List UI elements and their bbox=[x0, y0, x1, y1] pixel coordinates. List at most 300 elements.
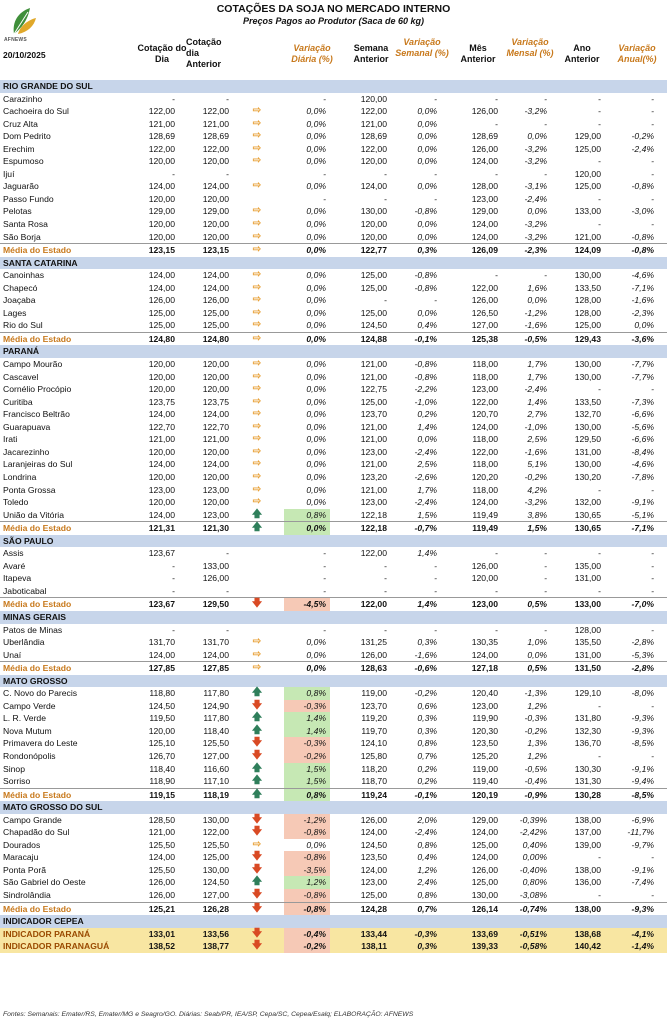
cotacao-anterior-cell: 125,00 bbox=[202, 320, 229, 331]
mes-anterior-cell: 122,00 bbox=[471, 282, 498, 293]
arrow-right-icon: ⇨ bbox=[252, 370, 262, 382]
ano-anterior-cell: - bbox=[598, 156, 601, 167]
city-name: Ponta Grossa bbox=[3, 484, 56, 495]
mes-anterior-cell: 126,00 bbox=[471, 106, 498, 117]
var-semanal-cell: -2,4% bbox=[414, 497, 437, 508]
var-mensal-cell: - bbox=[544, 168, 547, 179]
table-row bbox=[0, 319, 667, 332]
cotacao-dia-cell: - bbox=[172, 585, 175, 596]
arrow-right-icon: ⇨ bbox=[252, 636, 262, 648]
semana-anterior-cell: 120,00 bbox=[360, 93, 387, 104]
var-diaria-cell: 1,5% bbox=[284, 763, 330, 776]
city-name: Curitiba bbox=[3, 396, 33, 407]
cotacao-anterior-cell: 118,19 bbox=[203, 789, 229, 800]
cotacao-dia-cell: 123,15 bbox=[148, 245, 175, 256]
var-anual-cell: -9,1% bbox=[631, 763, 654, 774]
var-mensal-cell: - bbox=[544, 270, 547, 281]
cotacao-anterior-cell: 124,00 bbox=[202, 649, 229, 660]
city-name: INDICADOR PARANÁ bbox=[3, 928, 91, 939]
mes-anterior-cell: 119,49 bbox=[472, 509, 498, 520]
cotacao-anterior-cell: 121,30 bbox=[202, 523, 229, 534]
var-semanal-cell: 0,4% bbox=[417, 852, 437, 863]
ano-anterior-cell: 130,00 bbox=[574, 270, 601, 281]
city-name: Canoinhas bbox=[3, 270, 45, 281]
city-name: Sorriso bbox=[3, 776, 31, 787]
var-mensal-cell: 0,40% bbox=[522, 839, 547, 850]
mes-anterior-cell: 128,69 bbox=[471, 131, 498, 142]
var-mensal-cell: 0,5% bbox=[527, 663, 547, 674]
cotacao-anterior-cell: 122,00 bbox=[202, 827, 229, 838]
semana-anterior-cell: - bbox=[384, 624, 387, 635]
col-header-var-mensal: Variação Mensal (%) bbox=[506, 37, 554, 58]
page-subtitle: Preços Pagos ao Produtor (Saca de 60 kg) bbox=[242, 16, 425, 26]
mes-anterior-cell: 118,00 bbox=[472, 459, 498, 470]
cotacao-anterior-cell: 117,80 bbox=[203, 713, 229, 724]
var-diaria-cell: 0,8% bbox=[284, 789, 330, 802]
cotacao-dia-cell: 124,50 bbox=[148, 700, 175, 711]
var-diaria-cell: 0,0% bbox=[306, 307, 326, 318]
section-title: SANTA CATARINA bbox=[3, 257, 78, 268]
table-row bbox=[0, 180, 667, 193]
ano-anterior-cell: 128,00 bbox=[574, 624, 601, 635]
cotacao-anterior-cell: 122,70 bbox=[202, 421, 229, 432]
arrow-down-icon: 🡇 bbox=[251, 699, 263, 711]
table-row bbox=[0, 383, 667, 396]
table-row bbox=[0, 408, 667, 421]
semana-anterior-cell: 120,00 bbox=[360, 219, 387, 230]
mes-anterior-cell: 124,00 bbox=[471, 156, 498, 167]
section-header bbox=[0, 345, 667, 358]
semana-anterior-cell: 128,69 bbox=[360, 131, 387, 142]
cotacao-anterior-cell: - bbox=[226, 168, 229, 179]
section-header bbox=[0, 611, 667, 624]
semana-anterior-cell: - bbox=[384, 168, 387, 179]
var-mensal-cell: -0,40% bbox=[519, 864, 547, 875]
state-average-row bbox=[0, 521, 667, 535]
city-name: Campo Mourão bbox=[3, 359, 63, 370]
cotacao-anterior-cell: 123,00 bbox=[202, 484, 229, 495]
city-name: Média do Estado bbox=[3, 245, 72, 256]
var-diaria-cell: 0,0% bbox=[306, 270, 326, 281]
indicator-row bbox=[0, 928, 667, 941]
semana-anterior-cell: 119,24 bbox=[361, 789, 387, 800]
var-diaria-cell: -0,2% bbox=[284, 750, 330, 763]
cotacao-anterior-cell: 121,00 bbox=[202, 118, 229, 129]
var-mensal-cell: -3,2% bbox=[524, 231, 547, 242]
table-row bbox=[0, 471, 667, 484]
arrow-down-icon: 🡇 bbox=[251, 813, 263, 825]
ano-anterior-cell: 130,00 bbox=[574, 459, 601, 470]
city-name: União da Vitória bbox=[3, 509, 64, 520]
var-diaria-cell: 0,8% bbox=[284, 509, 330, 522]
var-semanal-cell: 0,7% bbox=[417, 903, 437, 914]
var-diaria-cell: -0,2% bbox=[284, 940, 330, 953]
arrow-up-icon: 🡅 bbox=[251, 712, 263, 724]
var-anual-cell: -8,4% bbox=[631, 446, 654, 457]
cotacao-anterior-cell: 123,75 bbox=[202, 396, 229, 407]
var-diaria-cell: 0,0% bbox=[306, 637, 326, 648]
cotacao-dia-cell: 124,80 bbox=[148, 333, 175, 344]
sources-footnote: Fontes: Semanais: Emater/RS, Emater/MG e Seagro/GO. Diárias: Seab/PR, IEA/SP, Cepa/SC, Cepea/Esalq; ELABORAÇÃO: AFNEWS bbox=[3, 1011, 414, 1018]
semana-anterior-cell: 118,70 bbox=[361, 776, 387, 787]
var-anual-cell: - bbox=[651, 106, 654, 117]
mes-anterior-cell: - bbox=[495, 93, 498, 104]
semana-anterior-cell: 123,00 bbox=[360, 446, 387, 457]
var-mensal-cell: 0,0% bbox=[527, 295, 547, 306]
cotacao-dia-cell: 123,00 bbox=[148, 484, 175, 495]
cotacao-anterior-cell: 133,00 bbox=[202, 560, 229, 571]
city-name: Uberlândia bbox=[3, 637, 45, 648]
var-semanal-cell: - bbox=[434, 168, 437, 179]
city-name: Lages bbox=[3, 307, 27, 318]
table-row bbox=[0, 547, 667, 560]
cotacao-dia-cell: 121,00 bbox=[148, 434, 175, 445]
var-semanal-cell: 1,5% bbox=[417, 509, 437, 520]
cotacao-anterior-cell: 122,00 bbox=[202, 143, 229, 154]
var-anual-cell: -1,6% bbox=[631, 295, 654, 306]
semana-anterior-cell: 124,10 bbox=[360, 738, 387, 749]
mes-anterior-cell: 124,00 bbox=[471, 497, 498, 508]
cotacao-dia-cell: 127,85 bbox=[148, 663, 175, 674]
state-average-row bbox=[0, 902, 667, 916]
table-row bbox=[0, 496, 667, 509]
var-mensal-cell: -3,2% bbox=[524, 106, 547, 117]
table-row bbox=[0, 700, 667, 713]
cotacao-anterior-cell: 129,00 bbox=[202, 206, 229, 217]
var-anual-cell: -2,3% bbox=[631, 307, 654, 318]
var-mensal-cell: - bbox=[544, 560, 547, 571]
col-header-ano-anterior: Ano Anterior bbox=[564, 43, 600, 64]
cotacao-anterior-cell: 128,69 bbox=[202, 131, 229, 142]
ano-anterior-cell: 130,65 bbox=[574, 509, 601, 520]
var-semanal-cell: 0,0% bbox=[417, 219, 437, 230]
var-mensal-cell: 0,80% bbox=[522, 877, 547, 888]
city-name: Maracaju bbox=[3, 852, 39, 863]
col-header-cotacao-anterior: Cotação dia Anterior bbox=[186, 37, 222, 69]
cotacao-dia-cell: 125,50 bbox=[148, 839, 175, 850]
ano-anterior-cell: 130,00 bbox=[574, 371, 601, 382]
cotacao-anterior-cell: 117,80 bbox=[203, 688, 229, 699]
semana-anterior-cell: - bbox=[384, 573, 387, 584]
var-anual-cell: - bbox=[651, 852, 654, 863]
var-mensal-cell: -1,6% bbox=[524, 446, 547, 457]
table-row bbox=[0, 775, 667, 788]
ano-anterior-cell: 132,70 bbox=[574, 409, 601, 420]
table-row bbox=[0, 649, 667, 662]
var-mensal-cell: 0,0% bbox=[527, 649, 547, 660]
mes-anterior-cell: 119,00 bbox=[472, 763, 498, 774]
var-semanal-cell: 0,2% bbox=[417, 409, 437, 420]
var-semanal-cell: -0,2% bbox=[414, 688, 437, 699]
page-title: COTAÇÕES DA SOJA NO MERCADO INTERNO bbox=[216, 3, 451, 15]
var-anual-cell: -8,5% bbox=[631, 789, 654, 800]
arrow-down-icon: 🡇 bbox=[251, 927, 263, 939]
var-mensal-cell: -1,6% bbox=[524, 320, 547, 331]
ano-anterior-cell: - bbox=[598, 548, 601, 559]
mes-anterior-cell: 125,38 bbox=[471, 333, 498, 344]
table-row bbox=[0, 458, 667, 471]
var-mensal-cell: - bbox=[544, 548, 547, 559]
arrow-down-icon: 🡇 bbox=[251, 598, 263, 610]
cotacao-dia-cell: 122,00 bbox=[148, 106, 175, 117]
arrow-up-icon: 🡅 bbox=[251, 508, 263, 520]
var-mensal-cell: 1,5% bbox=[527, 523, 547, 534]
city-name: Pelotas bbox=[3, 206, 32, 217]
city-name: Cruz Alta bbox=[3, 118, 38, 129]
var-semanal-cell: -2,2% bbox=[414, 384, 437, 395]
col-header-var-diaria: Variação Diária (%) bbox=[291, 43, 333, 64]
semana-anterior-cell: 122,18 bbox=[360, 523, 387, 534]
semana-anterior-cell: 123,70 bbox=[360, 409, 387, 420]
ano-anterior-cell: 135,50 bbox=[574, 637, 601, 648]
var-anual-cell: -0,8% bbox=[631, 181, 654, 192]
table-row bbox=[0, 560, 667, 573]
var-anual-cell: -6,9% bbox=[631, 814, 654, 825]
var-diaria-cell: 0,0% bbox=[306, 409, 326, 420]
section-header bbox=[0, 675, 667, 688]
ano-anterior-cell: 130,20 bbox=[574, 471, 601, 482]
cotacao-anterior-cell: 120,00 bbox=[202, 193, 229, 204]
var-semanal-cell: - bbox=[434, 560, 437, 571]
mes-anterior-cell: 122,00 bbox=[471, 396, 498, 407]
cotacao-dia-cell: 121,31 bbox=[148, 523, 175, 534]
arrow-right-icon: ⇨ bbox=[252, 155, 262, 167]
ano-anterior-cell: - bbox=[598, 384, 601, 395]
var-mensal-cell: 2,7% bbox=[527, 409, 547, 420]
cotacao-anterior-cell: 124,00 bbox=[202, 181, 229, 192]
cotacao-dia-cell: 126,00 bbox=[148, 295, 175, 306]
city-name: Média do Estado bbox=[3, 599, 72, 610]
cotacao-anterior-cell: 130,00 bbox=[202, 864, 229, 875]
ano-anterior-cell: 129,00 bbox=[574, 131, 601, 142]
ano-anterior-cell: - bbox=[598, 118, 601, 129]
semana-anterior-cell: - bbox=[384, 585, 387, 596]
ano-anterior-cell: 131,80 bbox=[574, 713, 601, 724]
var-mensal-cell: 1,4% bbox=[527, 396, 547, 407]
ano-anterior-cell: 124,09 bbox=[574, 245, 601, 256]
var-anual-cell: -11,7% bbox=[627, 827, 654, 838]
cotacao-anterior-cell: 120,00 bbox=[202, 471, 229, 482]
semana-anterior-cell: 121,00 bbox=[360, 359, 387, 370]
ano-anterior-cell: 138,00 bbox=[574, 864, 601, 875]
table-row bbox=[0, 725, 667, 738]
var-anual-cell: - bbox=[651, 93, 654, 104]
ano-anterior-cell: 125,00 bbox=[574, 320, 601, 331]
semana-anterior-cell: 123,20 bbox=[360, 471, 387, 482]
var-semanal-cell: 0,8% bbox=[417, 738, 437, 749]
table-row bbox=[0, 105, 667, 118]
var-semanal-cell: - bbox=[434, 93, 437, 104]
cotacao-anterior-cell: 127,00 bbox=[202, 750, 229, 761]
semana-anterior-cell: 121,00 bbox=[360, 421, 387, 432]
ano-anterior-cell: 130,28 bbox=[574, 789, 601, 800]
var-mensal-cell: 3,8% bbox=[527, 509, 547, 520]
arrow-right-icon: ⇨ bbox=[252, 445, 262, 457]
cotacao-dia-cell: 120,00 bbox=[148, 231, 175, 242]
cotacao-anterior-cell: 120,00 bbox=[202, 359, 229, 370]
arrow-right-icon: ⇨ bbox=[252, 433, 262, 445]
var-semanal-cell: 0,3% bbox=[417, 713, 437, 724]
var-semanal-cell: -0,7% bbox=[414, 523, 437, 534]
mes-anterior-cell: - bbox=[495, 548, 498, 559]
cotacao-dia-cell: 126,00 bbox=[148, 877, 175, 888]
city-name: Chapecó bbox=[3, 282, 38, 293]
table-row bbox=[0, 307, 667, 320]
cotacao-dia-cell: 118,90 bbox=[149, 776, 175, 787]
city-name: Chapadão do Sul bbox=[3, 827, 70, 838]
var-mensal-cell: -3,2% bbox=[524, 497, 547, 508]
city-name: Guarapuava bbox=[3, 421, 51, 432]
semana-anterior-cell: 131,25 bbox=[360, 637, 387, 648]
table-row bbox=[0, 636, 667, 649]
table-row bbox=[0, 205, 667, 218]
ano-anterior-cell: - bbox=[598, 93, 601, 104]
arrow-right-icon: ⇨ bbox=[252, 458, 262, 470]
var-semanal-cell: 0,2% bbox=[417, 776, 437, 787]
var-diaria-cell: -0,8% bbox=[284, 851, 330, 864]
var-semanal-cell: -0,8% bbox=[414, 371, 437, 382]
arrow-right-icon: ⇨ bbox=[252, 130, 262, 142]
logo-text: AFNEWS bbox=[4, 37, 27, 43]
mes-anterior-cell: 126,00 bbox=[471, 864, 498, 875]
var-mensal-cell: 1,2% bbox=[527, 750, 547, 761]
var-diaria-cell: 0,0% bbox=[306, 320, 326, 331]
mes-anterior-cell: 118,00 bbox=[472, 434, 498, 445]
cotacao-anterior-cell: 127,00 bbox=[202, 890, 229, 900]
arrow-down-icon: 🡇 bbox=[251, 889, 263, 900]
var-semanal-cell: 0,0% bbox=[417, 106, 437, 117]
table-row bbox=[0, 839, 667, 852]
var-diaria-cell: 0,0% bbox=[306, 384, 326, 395]
var-diaria-cell: 0,0% bbox=[306, 649, 326, 660]
arrow-right-icon: ⇨ bbox=[252, 358, 262, 370]
var-mensal-cell: -1,2% bbox=[524, 307, 547, 318]
var-semanal-cell: 0,7% bbox=[417, 750, 437, 761]
city-name: Sindrolândia bbox=[3, 890, 51, 900]
mes-anterior-cell: 119,40 bbox=[472, 776, 498, 787]
cotacao-anterior-cell: 127,85 bbox=[202, 663, 229, 674]
var-mensal-cell: 0,0% bbox=[527, 131, 547, 142]
arrow-up-icon: 🡅 bbox=[251, 788, 263, 800]
mes-anterior-cell: 133,69 bbox=[471, 928, 498, 939]
var-mensal-cell: 1,6% bbox=[527, 282, 547, 293]
city-name: Patos de Minas bbox=[3, 624, 63, 635]
semana-anterior-cell: 133,44 bbox=[360, 928, 387, 939]
semana-anterior-cell: 120,00 bbox=[360, 231, 387, 242]
mes-anterior-cell: 124,00 bbox=[471, 852, 498, 863]
var-anual-cell: -2,8% bbox=[631, 663, 654, 674]
var-mensal-cell: -3,2% bbox=[524, 143, 547, 154]
city-name: Jaguarão bbox=[3, 181, 39, 192]
ano-anterior-cell: 131,00 bbox=[574, 649, 601, 660]
ano-anterior-cell: - bbox=[598, 890, 601, 900]
ano-anterior-cell: 130,30 bbox=[574, 763, 601, 774]
var-anual-cell: - bbox=[651, 118, 654, 129]
cotacao-anterior-cell: 126,00 bbox=[202, 295, 229, 306]
var-semanal-cell: 2,5% bbox=[417, 459, 437, 470]
semana-anterior-cell: 128,63 bbox=[360, 663, 387, 674]
var-diaria-cell: 0,0% bbox=[306, 295, 326, 306]
var-semanal-cell: - bbox=[434, 193, 437, 204]
table-row bbox=[0, 763, 667, 776]
var-anual-cell: - bbox=[651, 168, 654, 179]
cotacao-anterior-cell: 131,70 bbox=[202, 637, 229, 648]
ano-anterior-cell: 132,00 bbox=[574, 497, 601, 508]
price-table bbox=[0, 80, 667, 953]
var-semanal-cell: - bbox=[434, 295, 437, 306]
table-row bbox=[0, 130, 667, 143]
city-name: Jaboticabal bbox=[3, 585, 47, 596]
mes-anterior-cell: 126,09 bbox=[471, 245, 498, 256]
section-title: MINAS GERAIS bbox=[3, 611, 67, 622]
semana-anterior-cell: 123,70 bbox=[360, 700, 387, 711]
city-name: Irati bbox=[3, 434, 18, 445]
var-diaria-cell: 0,0% bbox=[306, 396, 326, 407]
arrow-right-icon: ⇨ bbox=[252, 142, 262, 154]
city-name: Dom Pedrito bbox=[3, 131, 51, 142]
cotacao-dia-cell: 125,10 bbox=[148, 738, 175, 749]
table-row bbox=[0, 143, 667, 156]
arrow-right-icon: ⇨ bbox=[252, 281, 262, 293]
var-diaria-cell: 0,0% bbox=[306, 282, 326, 293]
arrow-right-icon: ⇨ bbox=[252, 408, 262, 420]
ano-anterior-cell: - bbox=[598, 193, 601, 204]
mes-anterior-cell: 123,00 bbox=[471, 193, 498, 204]
section-header bbox=[0, 257, 667, 270]
var-mensal-cell: -0,5% bbox=[524, 333, 547, 344]
var-mensal-cell: -0,3% bbox=[524, 713, 547, 724]
var-mensal-cell: -0,74% bbox=[519, 903, 547, 914]
ano-anterior-cell: 129,43 bbox=[574, 333, 601, 344]
var-semanal-cell: - bbox=[434, 573, 437, 584]
var-anual-cell: -2,4% bbox=[631, 143, 654, 154]
var-semanal-cell: 0,6% bbox=[417, 700, 437, 711]
cotacao-anterior-cell: 130,00 bbox=[202, 814, 229, 825]
semana-anterior-cell: 124,28 bbox=[360, 903, 387, 914]
semana-anterior-cell: 126,00 bbox=[360, 649, 387, 660]
ano-anterior-cell: 133,50 bbox=[574, 396, 601, 407]
city-name: Média do Estado bbox=[3, 663, 72, 674]
var-mensal-cell: -0,9% bbox=[524, 789, 547, 800]
var-mensal-cell: 2,5% bbox=[527, 434, 547, 445]
var-anual-cell: -9,3% bbox=[631, 713, 654, 724]
var-semanal-cell: 1,4% bbox=[417, 599, 437, 610]
ano-anterior-cell: 133,00 bbox=[574, 599, 601, 610]
city-name: Média do Estado bbox=[3, 523, 72, 534]
arrow-right-icon: ⇨ bbox=[252, 205, 262, 217]
var-semanal-cell: -1,6% bbox=[414, 649, 437, 660]
var-diaria-cell: 1,4% bbox=[284, 725, 330, 738]
cotacao-dia-cell: 118,80 bbox=[149, 688, 175, 699]
cotacao-anterior-cell: 121,00 bbox=[202, 434, 229, 445]
cotacao-dia-cell: 123,67 bbox=[148, 599, 175, 610]
mes-anterior-cell: 128,00 bbox=[471, 181, 498, 192]
semana-anterior-cell: 122,00 bbox=[360, 599, 387, 610]
mes-anterior-cell: 124,00 bbox=[471, 649, 498, 660]
cotacao-dia-cell: 124,00 bbox=[148, 509, 175, 520]
col-header-var-semanal: Variação Semanal (%) bbox=[395, 37, 449, 58]
section-title: MATO GROSSO bbox=[3, 675, 68, 686]
var-semanal-cell: - bbox=[434, 624, 437, 635]
cotacao-anterior-cell: 120,00 bbox=[202, 231, 229, 242]
ano-anterior-cell: 138,00 bbox=[574, 903, 601, 914]
var-anual-cell: -7,8% bbox=[631, 471, 654, 482]
var-anual-cell: -9,1% bbox=[631, 864, 654, 875]
mes-anterior-cell: 130,35 bbox=[471, 637, 498, 648]
mes-anterior-cell: 124,00 bbox=[471, 421, 498, 432]
var-mensal-cell: 1,7% bbox=[527, 371, 547, 382]
cotacao-dia-cell: 120,00 bbox=[148, 725, 175, 736]
